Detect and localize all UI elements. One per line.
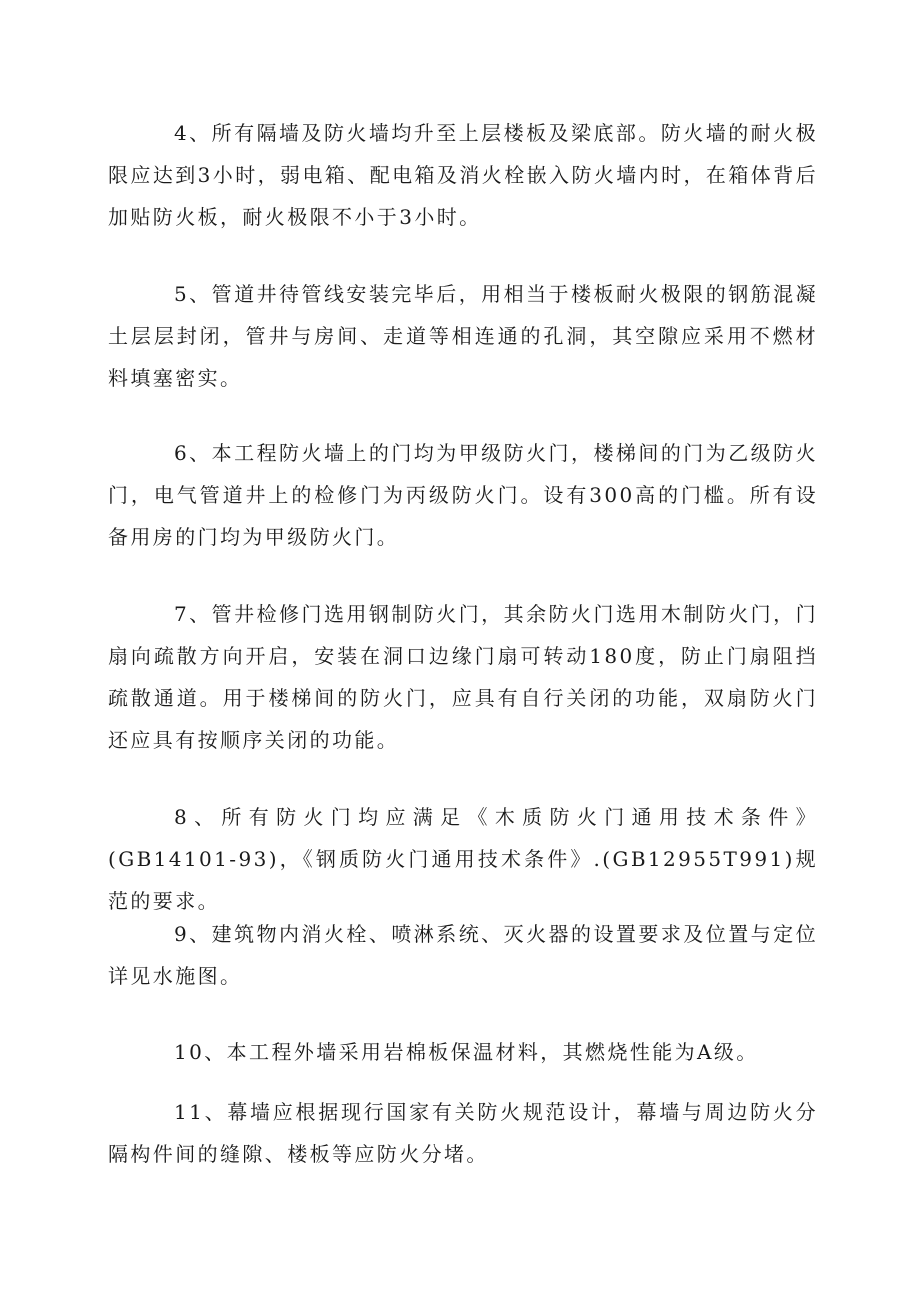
paragraph-5-pipe-shafts: 5、管道井待管线安装完毕后，用相当于楼板耐火极限的钢筋混凝土层层封闭，管井与房间、走道等相连通的孔洞，其空隙应采用不燃材料填塞密实。 <box>108 282 818 390</box>
paragraph-6-fire-doors-grades: 6、本工程防火墙上的门均为甲级防火门，楼梯间的门为乙级防火门，电气管道井上的检修门为丙级防火门。设有300高的门槛。所有设备用房的门均为甲级防火门。 <box>108 441 818 549</box>
paragraph-9-fire-hydrants: 9、建筑物内消火栓、喷淋系统、灭火器的设置要求及位置与定位详见水施图。 <box>108 922 818 988</box>
paragraph-8-fire-door-standards: 8、所有防火门均应满足《木质防火门通用技术条件》(GB14101-93)，《钢质防火门通用技术条件》.(GB12955T991)规范的要求。 <box>108 805 818 913</box>
paragraph-11-curtain-wall: 11、幕墙应根据现行国家有关防火规范设计，幕墙与周边防火分隔构件间的缝隙、楼板等应防火分堵。 <box>108 1100 818 1166</box>
paragraph-10-exterior-insulation: 10、本工程外墙采用岩棉板保温材料，其燃烧性能为A级。 <box>174 1040 759 1064</box>
paragraph-4-firewalls: 4、所有隔墙及防火墙均升至上层楼板及梁底部。防火墙的耐火极限应达到3小时，弱电箱、配电箱及消火栓嵌入防火墙内时，在箱体背后加贴防火板，耐火极限不小于3小时。 <box>108 121 818 229</box>
paragraph-7-fire-door-materials: 7、管井检修门选用钢制防火门，其余防火门选用木制防火门，门扇向疏散方向开启，安装在洞口边缘门扇可转动180度，防止门扇阻挡疏散通道。用于楼梯间的防火门，应具有自行关闭的功能，双扇防火门还应具有按顺序关闭的功能。 <box>108 602 818 752</box>
